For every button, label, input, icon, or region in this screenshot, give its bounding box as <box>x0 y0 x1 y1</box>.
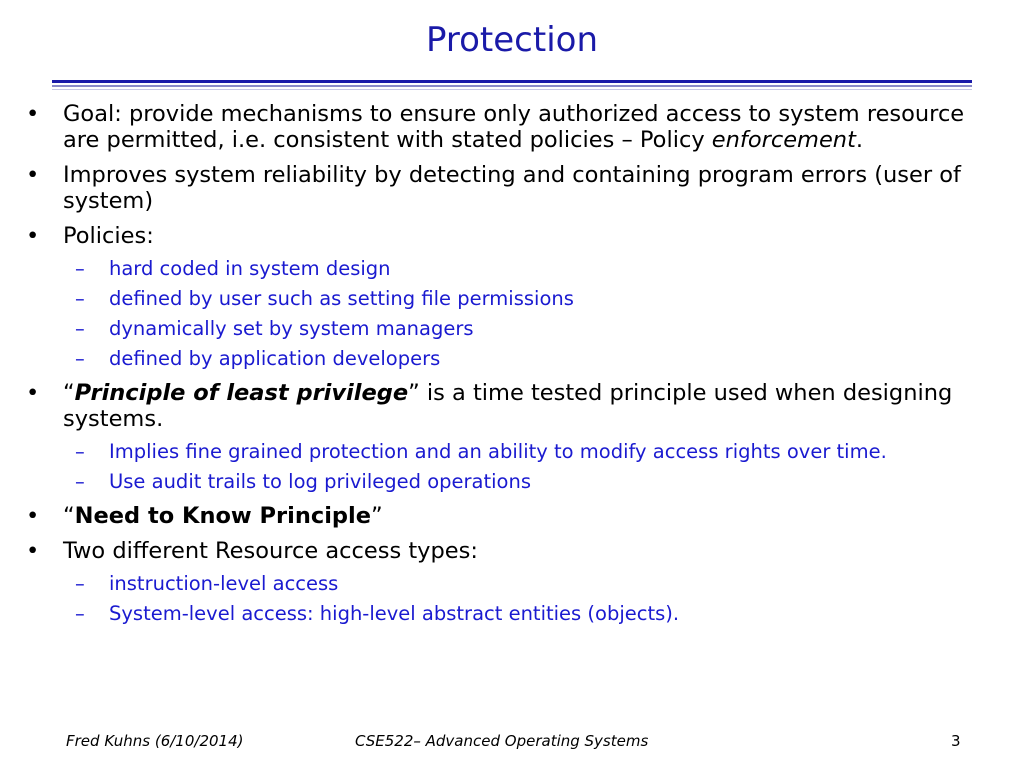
bullet-least-privilege <box>0 380 1024 432</box>
bullet-goal-emphasis: enforcement <box>711 127 856 153</box>
access-type-item-text: instruction-level access <box>109 572 339 595</box>
slide-title: Protection <box>425 20 598 60</box>
footer-page-number: 3 <box>951 732 961 750</box>
least-privilege-item <box>0 441 1024 463</box>
bullet-dot: • <box>26 101 40 127</box>
footer-course: CSE522– Advanced Operating Systems <box>355 732 649 750</box>
bullet-dot: • <box>26 538 40 564</box>
least-privilege-item-text: Implies fine grained protection and an ability to modify access rights over time. <box>109 440 887 463</box>
policy-item <box>0 288 1024 310</box>
dash-marker: – <box>75 347 85 370</box>
access-type-item <box>0 603 1024 625</box>
title-divider-tertiary <box>52 89 972 90</box>
open-quote: “ <box>63 503 75 529</box>
policy-item <box>0 258 1024 280</box>
dash-marker: – <box>75 440 85 463</box>
bullet-goal-text: Goal: provide mechanisms to ensure only authorized access to system resource are permitted, i.e. consistent with stated policies – Policy <box>63 101 965 153</box>
least-privilege-term: Principle of least privilege <box>74 380 409 406</box>
policy-item-text: defined by user such as setting file permissions <box>109 287 574 310</box>
bullet-goal-tail: . <box>855 127 864 153</box>
bullet-reliability-text: Improves system reliability by detecting and containing program errors (user of system) <box>63 162 961 214</box>
access-type-item-text: System-level access: high-level abstract entities (objects). <box>109 602 680 625</box>
slide-body <box>0 101 1024 633</box>
dash-marker: – <box>75 287 85 310</box>
policy-item-text: defined by application developers <box>109 347 441 370</box>
footer-author: Fred Kuhns (6/10/2014) <box>66 732 244 750</box>
title-divider-secondary <box>52 85 972 87</box>
bullet-goal <box>0 101 1024 153</box>
close-quote: ” <box>370 503 383 529</box>
bullet-dot: • <box>26 380 40 406</box>
policy-item <box>0 318 1024 340</box>
access-type-item <box>0 573 1024 595</box>
bullet-access-types <box>0 538 1024 564</box>
policy-item-text: dynamically set by system managers <box>109 317 474 340</box>
dash-marker: – <box>75 572 85 595</box>
least-privilege-item <box>0 471 1024 493</box>
bullet-dot: • <box>26 503 40 529</box>
bullet-dot: • <box>26 162 40 188</box>
need-to-know-term: Need to Know Principle <box>74 503 371 529</box>
dash-marker: – <box>75 317 85 340</box>
bullet-policies <box>0 223 1024 249</box>
dash-marker: – <box>75 257 85 280</box>
access-types-label: Two different Resource access types: <box>63 538 478 564</box>
policy-item <box>0 348 1024 370</box>
bullet-reliability <box>0 162 1024 214</box>
dash-marker: – <box>75 602 85 625</box>
bullet-policies-label: Policies: <box>63 223 154 249</box>
bullet-need-to-know <box>0 503 1024 529</box>
title-divider <box>52 80 972 83</box>
policy-item-text: hard coded in system design <box>109 257 391 280</box>
open-quote: “ <box>63 380 75 406</box>
least-privilege-item-text: Use audit trails to log privileged operations <box>109 470 532 493</box>
dash-marker: – <box>75 470 85 493</box>
least-privilege-rest: ” is a time tested principle used when designing systems. <box>63 380 953 432</box>
bullet-dot: • <box>26 223 40 249</box>
